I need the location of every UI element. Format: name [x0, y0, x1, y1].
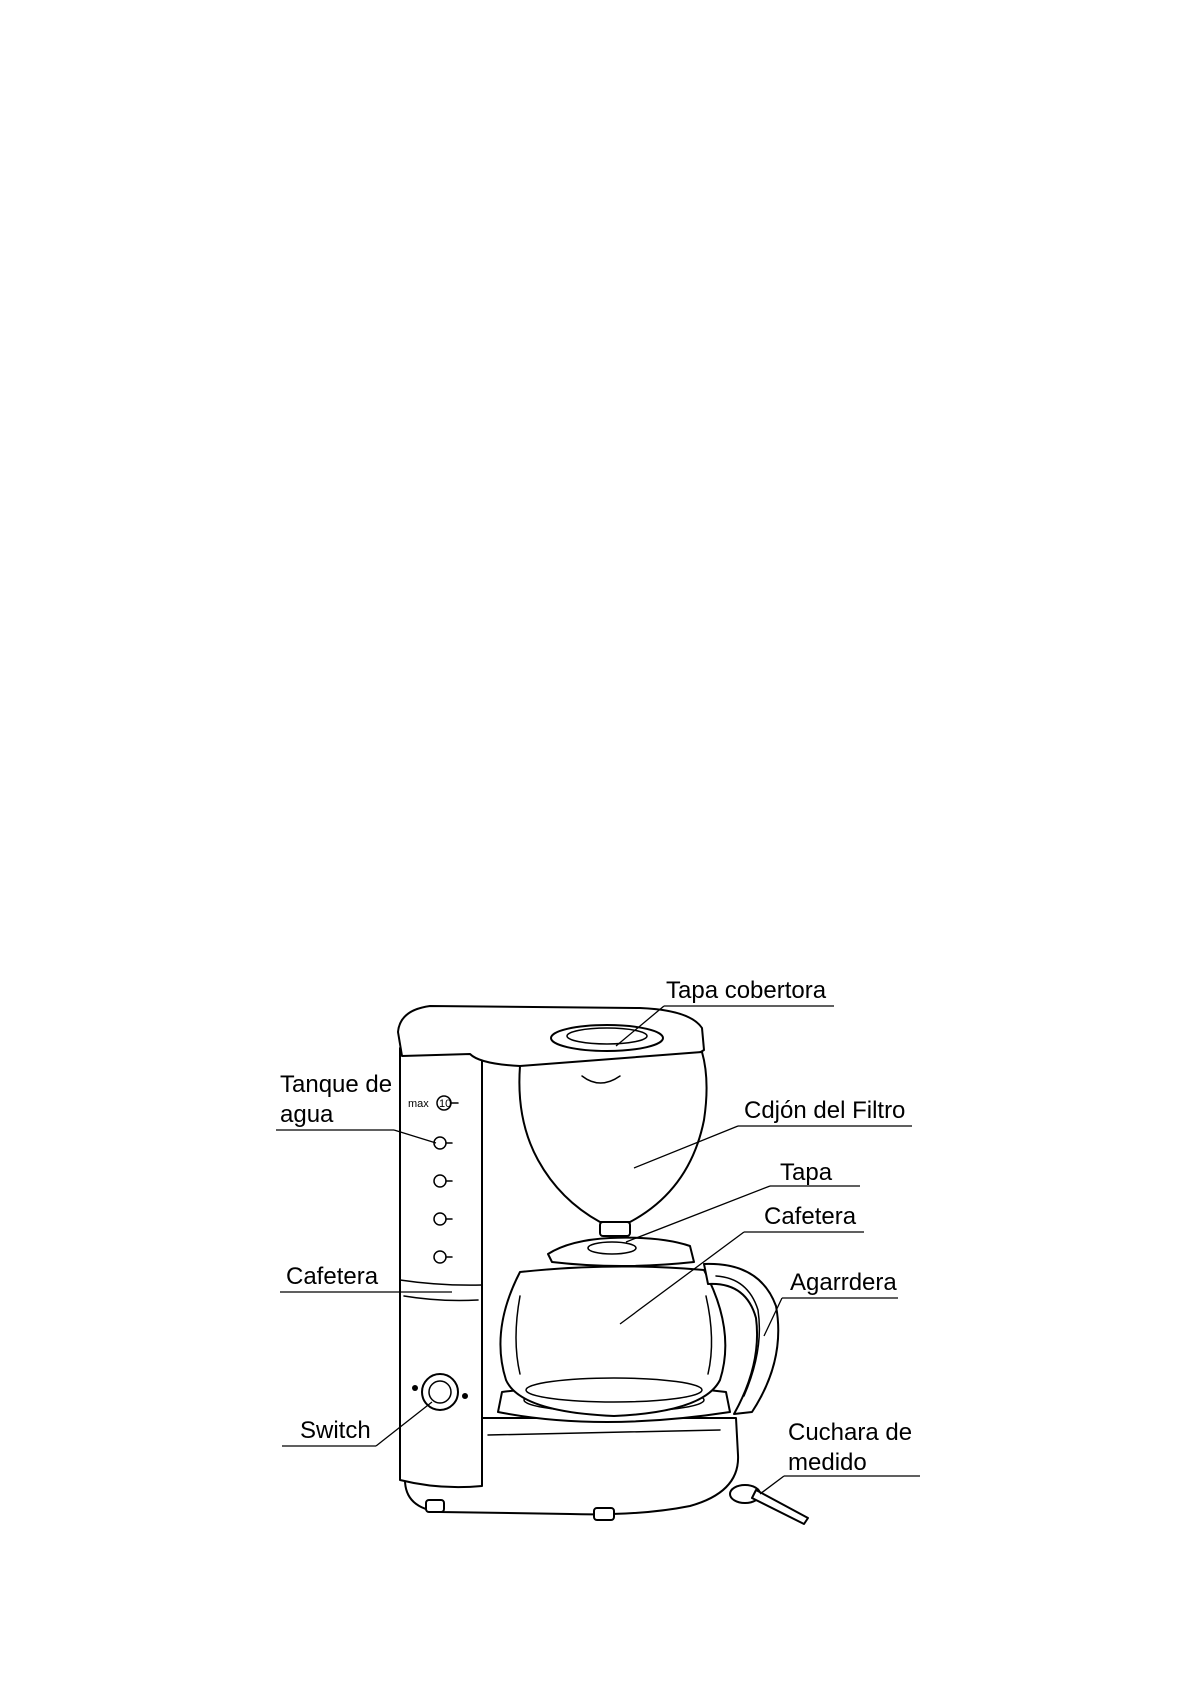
- water-level-max-label: max: [408, 1098, 429, 1110]
- coffee-maker-illustration: [398, 1006, 808, 1524]
- label-agarradera: Agarrdera: [790, 1269, 897, 1296]
- label-cuchara-line2: medido: [788, 1449, 867, 1476]
- label-cafetera-right: Cafetera: [764, 1203, 857, 1230]
- footer-text: [0, 1668, 1191, 1685]
- label-cafetera-left: Cafetera: [286, 1263, 379, 1290]
- label-cuchara-line1: Cuchara de: [788, 1419, 913, 1446]
- callout-cuchara-de-medido: [760, 1419, 920, 1494]
- svg-text:max: [408, 1098, 429, 1110]
- water-level-max-value: 10: [439, 1098, 452, 1110]
- label-tanque-line2: agua: [280, 1101, 334, 1128]
- leader-line: [760, 1476, 784, 1494]
- label-cajon-filtro: Cdjón del Filtro: [744, 1097, 906, 1124]
- label-tanque-line1: Tanque de: [280, 1071, 393, 1098]
- label-switch: Switch: [300, 1417, 371, 1444]
- callout-agarradera: [764, 1269, 898, 1336]
- label-tapa-cobertora: Tapa cobertora: [666, 977, 827, 1004]
- label-tapa: Tapa: [780, 1159, 833, 1186]
